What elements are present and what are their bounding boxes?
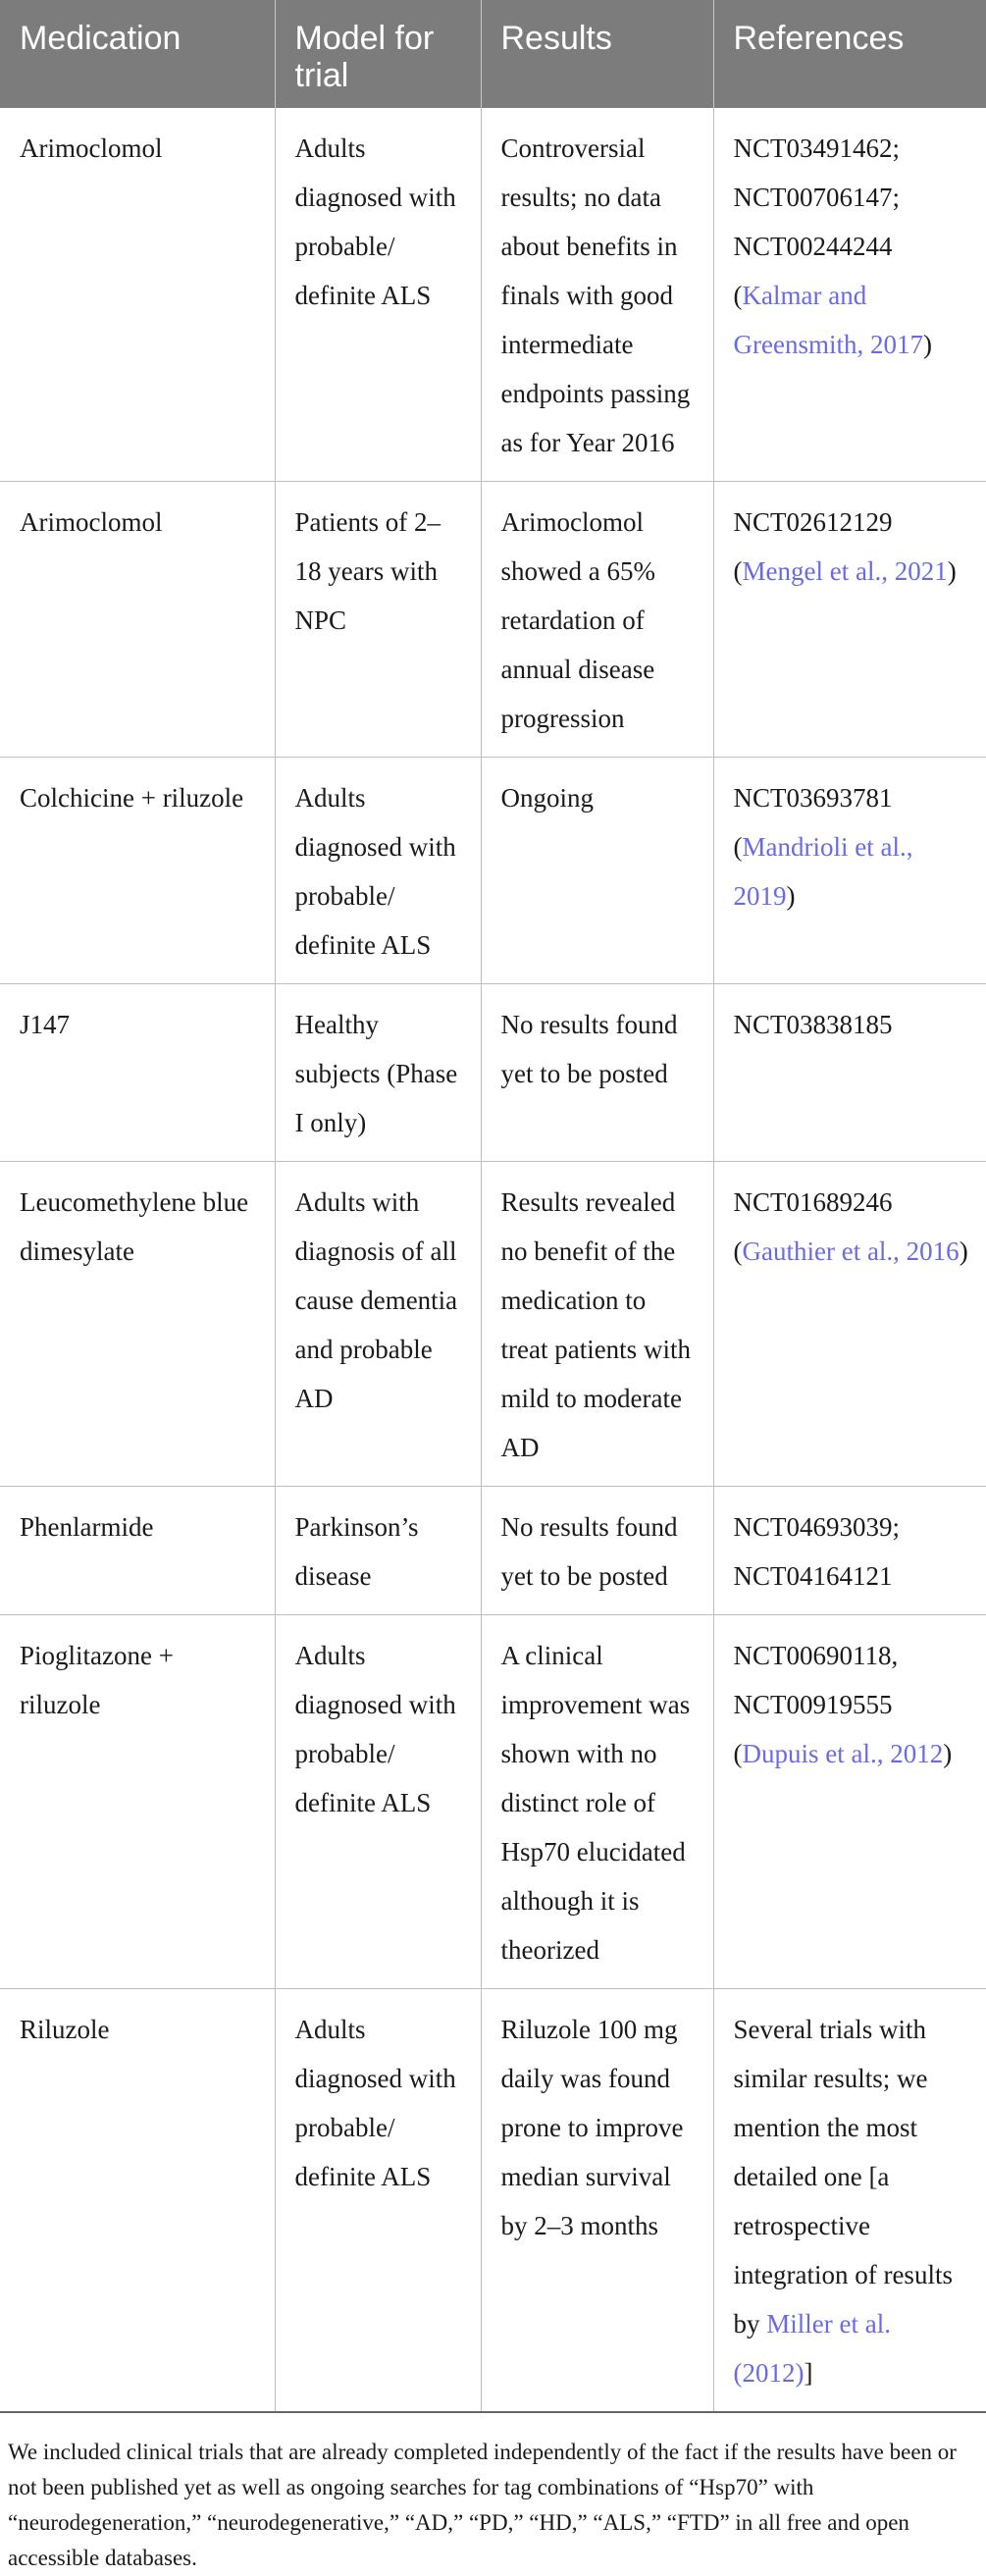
reference-close: ) [786, 881, 796, 911]
references-cell [713, 1487, 986, 1615]
table-row [0, 758, 986, 984]
reference-text: NCT03693781 ( [733, 783, 893, 862]
header-row [0, 0, 986, 108]
table-row [0, 1162, 986, 1487]
results-cell: Results revealed no benefit of the medication to treat patients with mild to moderate AD [481, 1162, 713, 1487]
table-row [0, 984, 986, 1162]
reference-text: NCT03838185 [733, 1010, 893, 1039]
references-cell [713, 758, 986, 984]
model-cell: Healthy subjects (Phase I only) [275, 984, 481, 1162]
table-header [0, 0, 986, 108]
model-cell: Adults with diagnosis of all cause dementia and probable AD [275, 1162, 481, 1487]
model-cell: Parkinson’s disease [275, 1487, 481, 1615]
references-cell [713, 1989, 986, 2413]
medication-cell: Colchicine + riluzole [0, 758, 275, 984]
references-cell [713, 1615, 986, 1989]
model-cell: Adults diagnosed with probable/ definite ALS [275, 1989, 481, 2413]
medication-cell: Pioglitazone + riluzole [0, 1615, 275, 1989]
table-body [0, 108, 986, 2412]
results-cell: No results found yet to be posted [481, 984, 713, 1162]
reference-text: NCT02612129 ( [733, 507, 893, 586]
medication-cell: J147 [0, 984, 275, 1162]
table-row [0, 482, 986, 758]
model-cell: Adults diagnosed with probable/ definite ALS [275, 758, 481, 984]
reference-close: ) [943, 1739, 953, 1768]
reference-text: NCT03491462; NCT00706147; NCT00244244 ( [733, 133, 901, 310]
references-cell [713, 482, 986, 758]
reference-close: ) [947, 556, 957, 586]
reference-text: Several trials with similar results; we mention the most detailed one [a retrospective integration of results by [733, 2015, 953, 2339]
model-cell: Adults diagnosed with probable/ definite ALS [275, 108, 481, 482]
header-medication: Medication [0, 0, 275, 108]
model-cell: Patients of 2–18 years with NPC [275, 482, 481, 758]
table-row [0, 1487, 986, 1615]
medication-cell: Arimoclomol [0, 108, 275, 482]
header-references: References [713, 0, 986, 108]
results-cell: Controversial results; no data about benefits in finals with good intermediate endpoints passing as for Year 2016 [481, 108, 713, 482]
citation-link[interactable]: Mengel et al., 2021 [742, 556, 948, 586]
citation-link[interactable]: Miller et al. (2012) [733, 2309, 891, 2388]
table-row [0, 108, 986, 482]
reference-close: ) [922, 330, 932, 359]
reference-text: NCT04693039; NCT04164121 [733, 1512, 901, 1591]
references-cell [713, 984, 986, 1162]
results-cell: A clinical improvement was shown with no distinct role of Hsp70 elucidated although it is theorized [481, 1615, 713, 1989]
medication-cell: Riluzole [0, 1989, 275, 2413]
references-cell [713, 108, 986, 482]
results-cell: Ongoing [481, 758, 713, 984]
model-cell: Adults diagnosed with probable/ definite ALS [275, 1615, 481, 1989]
reference-text: NCT00690118, NCT00919555 ( [733, 1641, 899, 1768]
medication-cell: Leucomethylene blue dimesylate [0, 1162, 275, 1487]
reference-close: ) [959, 1236, 968, 1266]
header-results: Results [481, 0, 713, 108]
citation-link[interactable]: Gauthier et al., 2016 [742, 1236, 960, 1266]
medication-cell: Arimoclomol [0, 482, 275, 758]
results-cell: No results found yet to be posted [481, 1487, 713, 1615]
table-row [0, 1615, 986, 1989]
citation-link[interactable]: Mandrioli et al., 2019 [733, 832, 913, 911]
table-row [0, 1989, 986, 2413]
header-model-for-trial: Model for trial [275, 0, 481, 108]
references-cell [713, 1162, 986, 1487]
reference-close: ] [804, 2358, 813, 2388]
reference-text: NCT01689246 ( [733, 1187, 893, 1266]
table-footnote: We included clinical trials that are already completed independently of the fact if the results have been or not been published yet as well as ongoing searches for tag combinations of “Hsp70” with “neurodegeneration,” “neurodegenerative,” “AD,” “PD,” “HD,” “ALS,” “FTD” in all free and open accessible databases. [8, 2440, 957, 2570]
citation-link[interactable]: Kalmar and Greensmith, 2017 [733, 281, 923, 359]
results-cell: Riluzole 100 mg daily was found prone to improve median survival by 2–3 months [481, 1989, 713, 2413]
citation-link[interactable]: Dupuis et al., 2012 [742, 1739, 944, 1768]
medication-cell: Phenlarmide [0, 1487, 275, 1615]
results-cell: Arimoclomol showed a 65% retardation of annual disease progression [481, 482, 713, 758]
